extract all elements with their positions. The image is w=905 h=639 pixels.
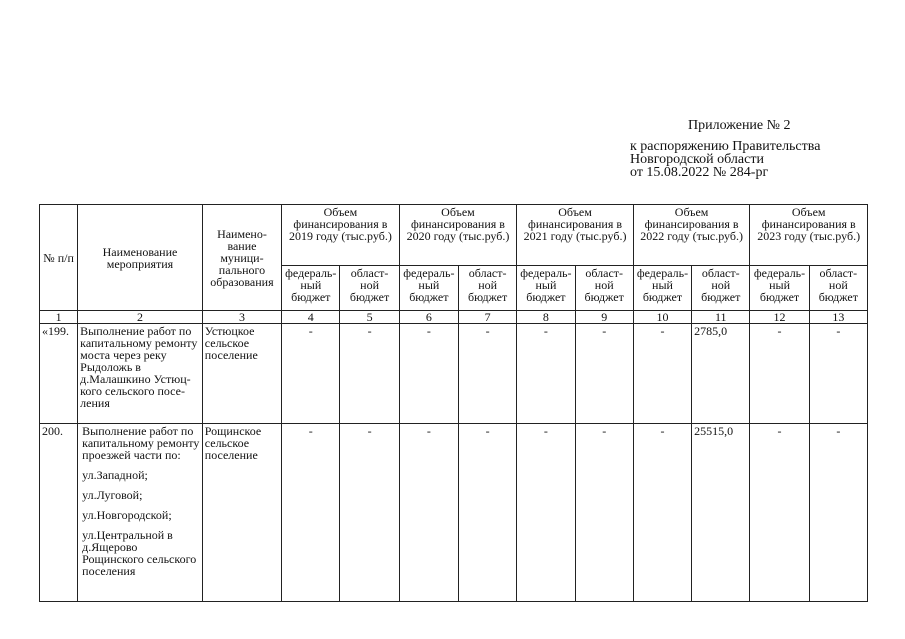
row-municipality: Рощинское сельское поселение — [202, 424, 281, 602]
header-federal-2019: федераль-ный бюджет — [282, 266, 340, 311]
cell-value: - — [282, 324, 340, 424]
column-number: 12 — [750, 311, 809, 324]
cell-value: - — [517, 324, 575, 424]
column-number: 6 — [399, 311, 458, 324]
header-name: Наименование мероприятия — [78, 205, 203, 311]
street-item: ул.Луговой; — [82, 488, 143, 502]
column-number: 3 — [202, 311, 281, 324]
cell-value: - — [633, 424, 691, 602]
column-number: 10 — [633, 311, 691, 324]
cell-value: - — [809, 424, 867, 602]
header-regional-2022: област-ной бюджет — [692, 266, 750, 311]
row-number: 200. — [40, 424, 78, 602]
appendix-line-2: Новгородской области — [630, 152, 764, 167]
header-year-2021: Объем финансирования в 2021 году (тыс.руб.) — [517, 205, 634, 266]
street-item: ул.Центральной в д.Ящерово Рощинского сельского поселения — [82, 528, 197, 578]
row-activity-text: Выполнение работ по капитальному ремонту проезжей части по: — [82, 424, 200, 462]
appendix-title: Приложение № 2 — [688, 118, 791, 133]
cell-value: - — [575, 324, 633, 424]
header-num: № п/п — [40, 205, 78, 311]
row-municipality: Устюцкое сельское поселение — [202, 324, 281, 424]
column-number: 8 — [517, 311, 575, 324]
cell-value: - — [399, 324, 458, 424]
cell-value: - — [340, 424, 399, 602]
column-number: 1 — [40, 311, 78, 324]
header-regional-2019: област-ной бюджет — [340, 266, 399, 311]
cell-value: - — [750, 424, 809, 602]
row-activity: Выполнение работ по капитальному ремонту моста через реку Рыдоложь в д.Малашкино Устюц-кого сельского посе-ления — [78, 324, 203, 424]
cell-value: - — [458, 324, 516, 424]
cell-value: - — [399, 424, 458, 602]
header-federal-2020: федераль-ный бюджет — [399, 266, 458, 311]
appendix-header — [630, 119, 880, 179]
header-regional-2021: област-ной бюджет — [575, 266, 633, 311]
cell-value: - — [575, 424, 633, 602]
cell-value: - — [517, 424, 575, 602]
header-regional-2020: област-ной бюджет — [458, 266, 516, 311]
appendix-line-3: от 15.08.2022 № 284-рг — [630, 165, 769, 180]
cell-value: - — [809, 324, 867, 424]
cell-value: - — [458, 424, 516, 602]
column-number: 9 — [575, 311, 633, 324]
header-municipality: Наимено-вание муници-пального образования — [202, 205, 281, 311]
header-year-2022: Объем финансирования в 2022 году (тыс.руб.) — [633, 205, 750, 266]
column-number: 13 — [809, 311, 867, 324]
street-item: ул.Новгородской; — [82, 508, 172, 522]
column-number: 7 — [458, 311, 516, 324]
header-year-2020: Объем финансирования в 2020 году (тыс.руб.) — [399, 205, 517, 266]
header-regional-2023: област-ной бюджет — [809, 266, 867, 311]
header-federal-2022: федераль-ный бюджет — [633, 266, 691, 311]
column-number-row — [40, 311, 868, 324]
cell-value: 25515,0 — [692, 424, 750, 602]
cell-value: - — [282, 424, 340, 602]
financing-table — [39, 204, 868, 602]
street-item: ул.Западной; — [82, 468, 148, 482]
header-year-2019: Объем финансирования в 2019 году (тыс.руб.) — [282, 205, 400, 266]
column-number: 11 — [692, 311, 750, 324]
table-row — [40, 324, 868, 424]
header-year-2023: Объем финансирования в 2023 году (тыс.руб.) — [750, 205, 868, 266]
row-number: «199. — [40, 324, 78, 424]
header-federal-2023: федераль-ный бюджет — [750, 266, 809, 311]
row-activity — [78, 424, 203, 602]
cell-value: 2785,0 — [692, 324, 750, 424]
cell-value: - — [340, 324, 399, 424]
column-number: 2 — [78, 311, 203, 324]
table-row — [40, 424, 868, 602]
column-number: 5 — [340, 311, 399, 324]
column-number: 4 — [282, 311, 340, 324]
appendix-line-1: к распоряжению Правительства — [630, 139, 821, 154]
cell-value: - — [750, 324, 809, 424]
header-federal-2021: федераль-ный бюджет — [517, 266, 575, 311]
cell-value: - — [633, 324, 691, 424]
